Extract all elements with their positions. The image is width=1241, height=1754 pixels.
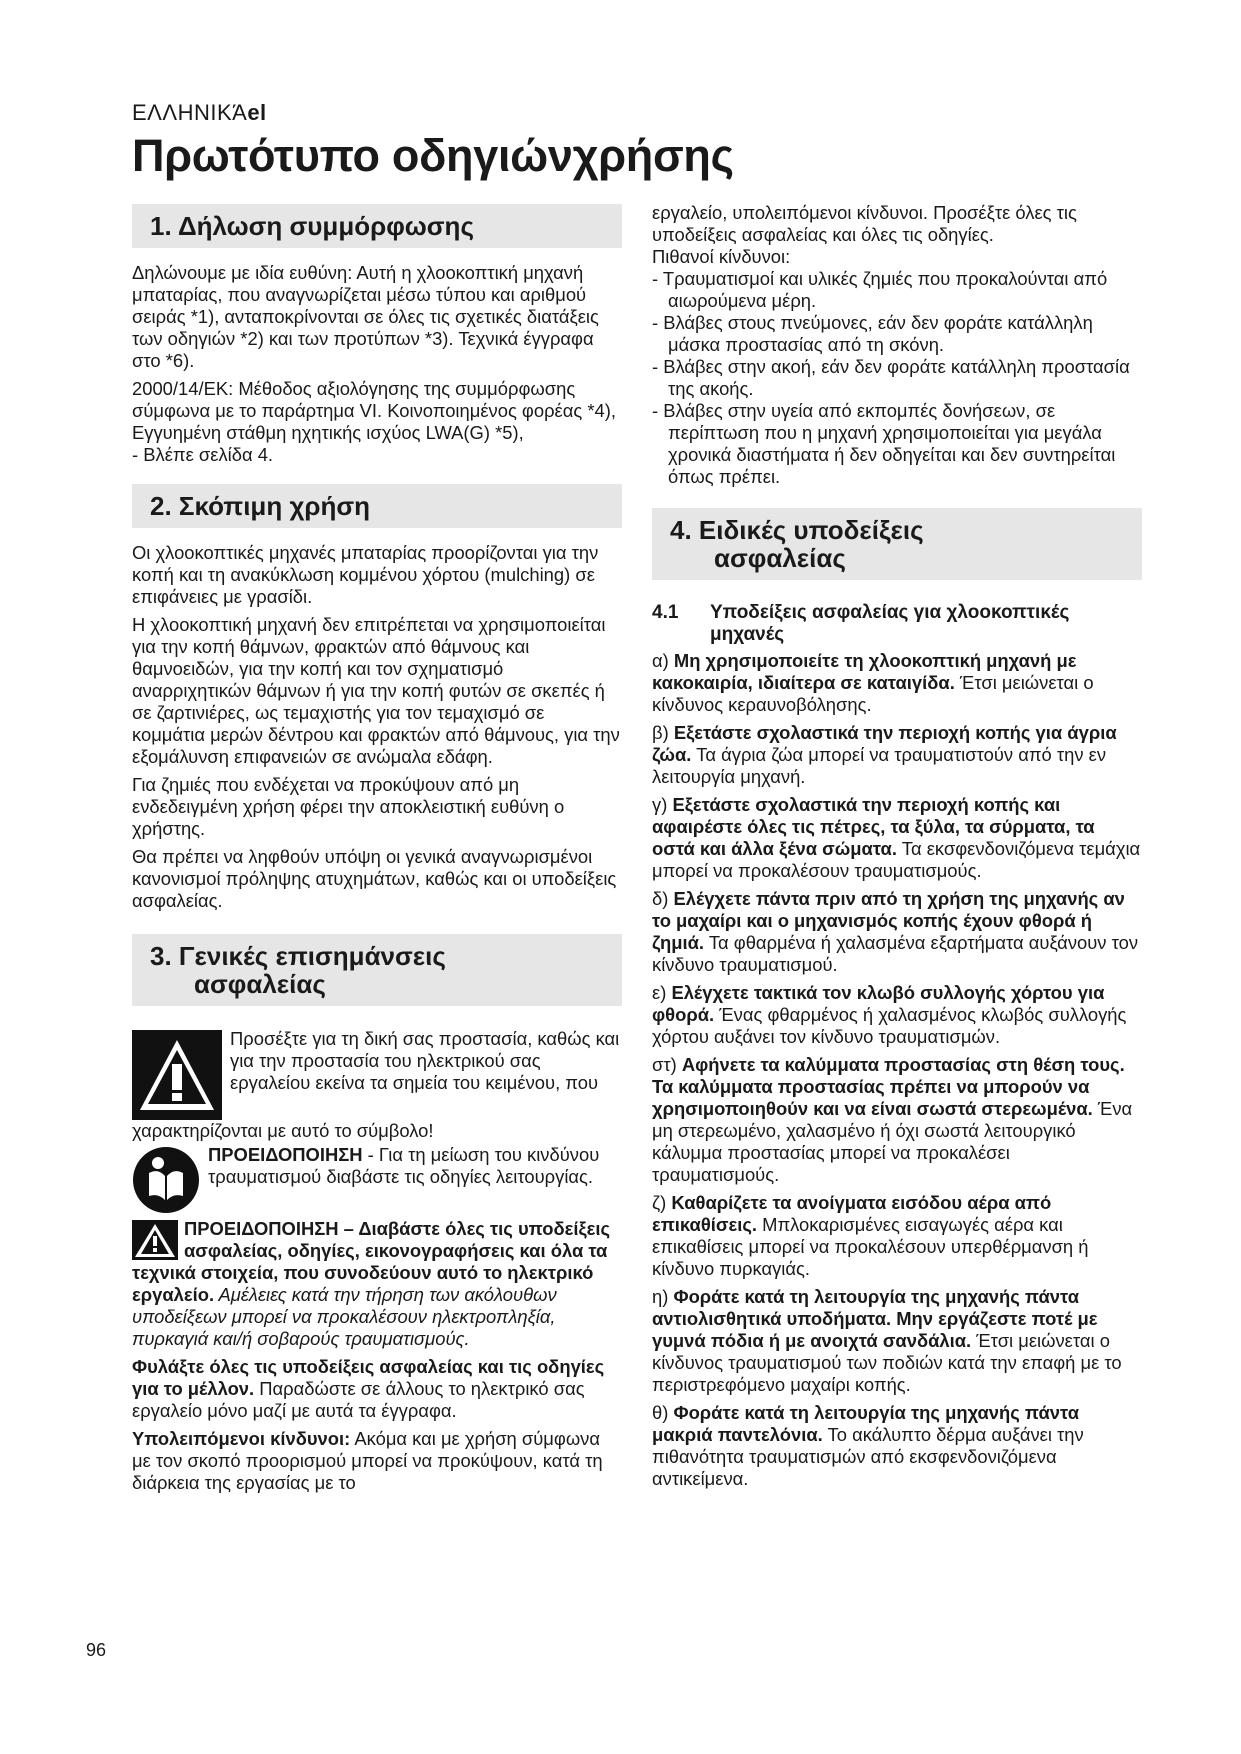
symbol-explanation-cont: χαρακτηρίζονται με αυτό το σύμβολο! [132, 1120, 434, 1141]
section-1-heading: 1. Δήλωση συμμόρφωσης [132, 204, 622, 248]
risk-item: - Τραυματισμοί και υλικές ζημιές που προκαλούνται από αιωρούμενα μέρη. [652, 268, 1108, 311]
page-number: 96 [86, 1640, 107, 1660]
page-title: Πρωτότυπο οδηγιώνχρήσης [132, 130, 734, 181]
risk-item: - Βλάβες στους πνεύμονες, εάν δεν φοράτε κατάλληλη μάσκα προστασίας από τη σκόνη. [652, 312, 1093, 355]
safety-item: γ) Εξετάστε σχολαστικά την περιοχή κοπής και αφαιρέστε όλες τις πέτρες, τα ξύλα, τα σύρματα, τα οστά και άλλα ξένα σώματα. Τα εκσφενδονιζόμενα τεμάχια μπορεί να προκαλέσουν τραυματισμούς. [652, 794, 1141, 881]
directive-paragraph: 2000/14/ΕΚ: Μέθοδος αξιολόγησης της συμμόρφωσης σύμφωνα με το παράρτημα VI. Κοινοποιημένος φορέας *4), Εγγυημένη στάθμη ηχητικής ισχύος LWA(G) *5), [132, 378, 616, 443]
read-manual-block [132, 1144, 622, 1214]
keep-instructions: Φυλάξτε όλες τις υποδείξεις ασφαλείας και τις οδηγίες για το μέλλον. Παραδώστε σε άλλους το ηλεκτρικό σας εργαλείο μόνο μαζί με αυτά τα έγγραφα. [132, 1356, 605, 1421]
prohibited-use-paragraph: Η χλοοκοπτική μηχανή δεν επιτρέπεται να χρησιμοποιείται για την κοπή θάμνων, φρακτών από θάμνους και θαμνοειδών, για την κοπή και τον σχηματισμό αναρριχητικών θάμνων ή για την κοπή φυτών σε σκεπές ή σε ζαρτινιέρες, ως τεμαχιστής για τον τεμαχισμό σε κομμάτια μερών δέντρου και φρακτών από θάμνους, για την εξομάλυνση επιφανειών σε ανώμαλα εδάφη. [132, 614, 620, 767]
declaration-paragraph: Δηλώνουμε με ιδία ευθύνη: Αυτή η χλοοκοπτική μηχανή μπαταρίας, που αναγνωρίζεται μέσω τύπου και αριθμού σειράς *1), ανταποκρίνονται σε όλες τις σχετικές διατάξεις των οδηγιών *2) και των προτύπων *3). Τεχνικά έγγραφα στο *6). [132, 262, 599, 371]
section-3-heading: 3. Γενικές επισημάνσεις ασφαλείας [132, 934, 622, 1006]
accident-prevention-paragraph: Θα πρέπει να ληφθούν υπόψη οι γενικά αναγνωρισμένοι κανονισμοί πρόληψης ατυχημάτων, καθώς και οι υποδείξεις ασφαλείας. [132, 846, 617, 911]
section-2-heading: 2. Σκόπιμη χρήση [132, 484, 622, 528]
risk-item: - Βλάβες στην ακοή, εάν δεν φοράτε κατάλληλη προστασία της ακοής. [652, 356, 1130, 399]
left-column [132, 204, 622, 1500]
read-manual-icon [132, 1146, 200, 1214]
safety-item: στ) Αφήνετε τα καλύμματα προστασίας στη θέση τους. Τα καλύμματα προστασίας πρέπει να μπορούν να χρησιμοποιηθούν και να είναι σωστά στερεωμένα. Ένα μη στερεωμένο, χαλασμένο ή όχι σωστά λειτουργικό κάλυμμα προστασίας μπορεί να προκαλέσει τραυματισμούς. [652, 1054, 1133, 1185]
warning-read-manual: ΠΡΟΕΙΔΟΠΟΙΗΣΗ - Για τη μείωση του κινδύνου τραυματισμού διαβάστε τις οδηγίες λειτουργίας. [208, 1144, 600, 1187]
language-label: ΕΛΛΗΝΙΚΆel [132, 100, 267, 125]
possible-risks-label: Πιθανοί κίνδυνοι: [652, 246, 791, 267]
warning-triangle-small-icon [132, 1220, 178, 1260]
warning-triangle-icon [132, 1030, 222, 1120]
safety-item: η) Φοράτε κατά τη λειτουργία της μηχανής πάντα αντιολισθητικά υποδήματα. Μην εργάζεστε ποτέ με γυμνά πόδια ή με ανοιχτά σανδάλια. Έτσι μειώνεται ο κίνδυνος τραυματισμού των ποδιών κατά την επαφή με το περιστρεφόμενο μαχαίρι κοπής. [652, 1286, 1122, 1395]
safety-item: β) Εξετάστε σχολαστικά την περιοχή κοπής για άγρια ζώα. Τα άγρια ζώα μπορεί να τραυματιστούν από την εν λειτουργία μηχανή. [652, 722, 1117, 787]
warning-read-all: ΠΡΟΕΙΔΟΠΟΙΗΣΗ – Διαβάστε όλες τις υποδείξεις ασφαλείας, οδηγίες, εικονογραφήσεις και όλα τα τεχνικά στοιχεία, που συνοδεύουν αυτό το ηλεκτρικό εργαλείο. Αμέλειες κατά την τήρηση των ακόλουθων υποδείξεων μπορεί να προκαλέσουν ηλεκτροπληξία, πυρκαγιά και/ή σοβαρούς τραυματισμούς. [132, 1218, 611, 1349]
residual-risks-cont: εργαλείο, υπολειπόμενοι κίνδυνοι. Προσέξτε όλες τις υποδείξεις ασφαλείας και όλες τις οδηγίες. [652, 202, 1077, 245]
right-column [652, 202, 1142, 1496]
residual-risks: Υπολειπόμενοι κίνδυνοι: Ακόμα και με χρήση σύμφωνα με τον σκοπό προορισμού μπορεί να προκύψουν, κατά τη διάρκεια της εργασίας με το [132, 1428, 603, 1493]
safety-item: ζ) Καθαρίζετε τα ανοίγματα εισόδου αέρα από επικαθίσεις. Μπλοκαρισμένες εισαγωγές αέρα και επικαθίσεις μπορεί να προκαλέσουν υπερθέρμανση ή κίνδυνο πυρκαγιάς. [652, 1192, 1089, 1279]
see-page-note: - Βλέπε σελίδα 4. [132, 444, 274, 465]
liability-paragraph: Για ζημιές που ενδέχεται να προκύψουν από μη ενδεδειγμένη χρήση φέρει την αποκλειστική ευθύνη ο χρήστης. [132, 774, 565, 839]
safety-item: δ) Ελέγχετε πάντα πριν από τη χρήση της μηχανής αν το μαχαίρι και ο μηχανισμός κοπής έχουν φθορά ή ζημιά. Τα φθαρμένα ή χαλασμένα εξαρτήματα αυξάνουν τον κίνδυνο τραυματισμού. [652, 888, 1139, 975]
subsection-4-1-heading: 4.1 Υποδείξεις ασφαλείας για χλοοκοπτικές μηχανές [652, 602, 1070, 645]
safety-item: α) Μη χρησιμοποιείτε τη χλοοκοπτική μηχανή με κακοκαιρία, ιδιαίτερα σε καταιγίδα. Έτσι μειώνεται ο κίνδυνος κεραυνοβόλησης. [652, 650, 1094, 715]
symbol-explanation: Προσέξτε για τη δική σας προστασία, καθώς και για την προστασία του ηλεκτρικού σας εργαλείου εκείνα τα σημεία του κειμένου, που [230, 1028, 620, 1093]
safety-item: θ) Φοράτε κατά τη λειτουργία της μηχανής πάντα μακριά παντελόνια. Το ακάλυπτο δέρμα αυξάνει την πιθανότητα τραυματισμών από εκσφενδονιζόμενα αντικείμενα. [652, 1402, 1084, 1489]
intended-use-paragraph: Οι χλοοκοπτικές μηχανές μπαταρίας προορίζονται για την κοπή και τη ανακύκλωση κομμένου χόρτου (mulching) σε επιφάνειες με γρασίδι. [132, 542, 599, 607]
section-4-heading: 4. Ειδικές υποδείξεις ασφαλείας [652, 508, 1142, 580]
risk-item: - Βλάβες στην υγεία από εκπομπές δονήσεων, σε περίπτωση που η μηχανή χρησιμοποιείται για μεγάλα χρονικά διαστήματα ή δεν οδηγείται και δεν συντηρείται όπως πρέπει. [652, 400, 1116, 487]
warning-symbol-block [132, 1028, 622, 1120]
safety-item: ε) Ελέγχετε τακτικά τον κλωβό συλλογής χόρτου για φθορά. Ένας φθαρμένος ή χαλασμένος κλωβός συλλογής χόρτου αυξάνει τον κίνδυνο τραυματισμών. [652, 982, 1127, 1047]
